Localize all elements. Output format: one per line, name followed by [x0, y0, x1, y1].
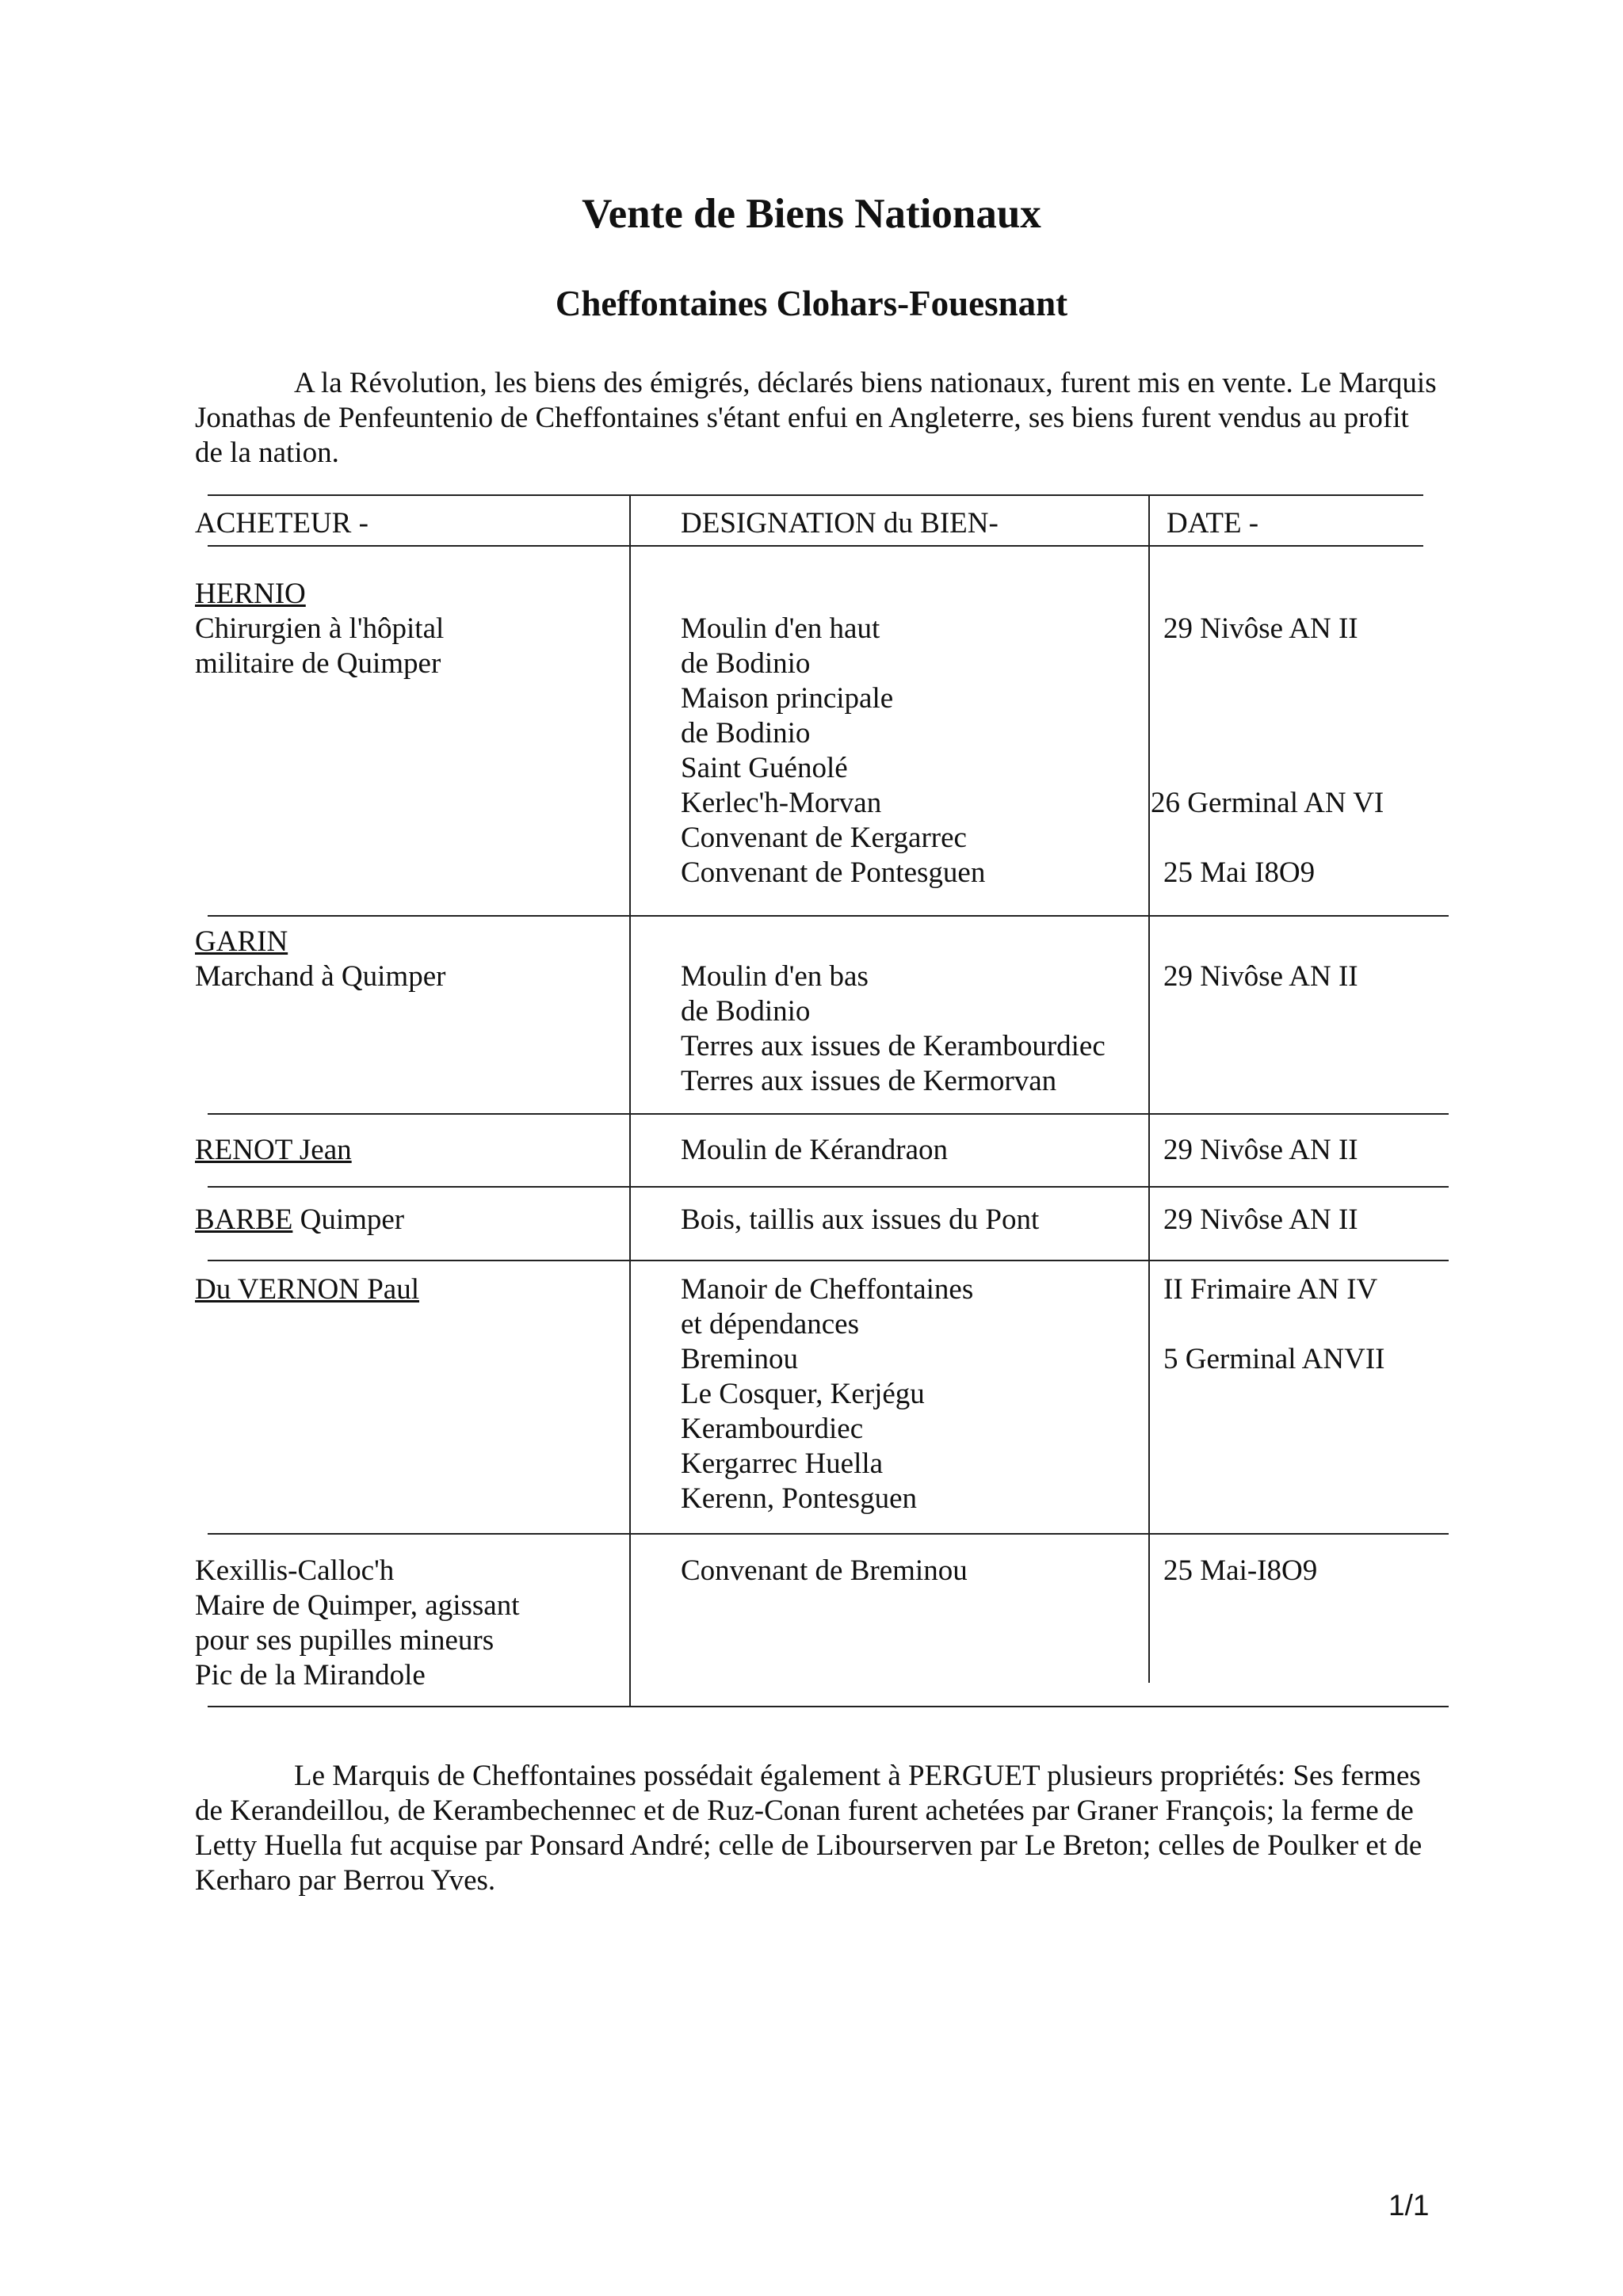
designation-line: Kerlec'h-Morvan [681, 787, 882, 819]
designation-line: Terres aux issues de Kermorvan [681, 1065, 1057, 1097]
designation-line: Kerambourdiec [681, 1413, 864, 1445]
designation-line: Moulin d'en bas [681, 960, 869, 993]
column-divider [1148, 494, 1150, 1683]
designation-line: Moulin de Kérandraon [681, 1134, 949, 1166]
table-bottom-rule [208, 1706, 1449, 1707]
buyer-detail: Chirurgien à l'hôpital [195, 612, 445, 645]
date-cell: 5 Germinal ANVII [1163, 1343, 1385, 1375]
designation-cell [681, 959, 1106, 1099]
designation-line: Le Cosquer, Kerjégu [681, 1378, 925, 1410]
designation-line: Terres aux issues de Kerambourdiec [681, 1030, 1106, 1062]
date-cell: 25 Mai I8O9 [1163, 856, 1316, 889]
header-bottom-rule [208, 545, 1423, 547]
buyer-name: BARBE [195, 1203, 293, 1236]
table-row [195, 1203, 404, 1238]
row-divider [208, 1260, 1449, 1261]
date-cell: 26 Germinal AN VI [1151, 787, 1384, 819]
designation-line: de Bodinio [681, 995, 811, 1028]
date-cell: 29 Nivôse AN II [1163, 1134, 1358, 1166]
designation-line: Saint Guénolé [681, 752, 848, 784]
table-row [195, 925, 445, 994]
designation-line: et dépendances [681, 1308, 859, 1341]
row-divider [208, 1186, 1449, 1188]
date-cell: 29 Nivôse AN II [1163, 960, 1358, 993]
buyer-name: Du VERNON Paul [195, 1273, 419, 1306]
buyer-detail: Marchand à Quimper [195, 960, 446, 993]
row-divider [208, 1533, 1449, 1535]
designation-line: Breminou [681, 1343, 798, 1375]
table-row [195, 577, 444, 681]
buyer-detail: Pic de la Mirandole [195, 1659, 426, 1691]
page-number: 1/1 [1388, 2189, 1430, 2222]
buyer-name: RENOT Jean [195, 1134, 352, 1166]
designation-line: Bois, taillis aux issues du Pont [681, 1203, 1040, 1236]
header-acheteur: ACHETEUR - [195, 507, 369, 540]
header-designation: DESIGNATION du BIEN- [681, 507, 999, 540]
designation-line: Convenant de Breminou [681, 1554, 968, 1587]
designation-line: de Bodinio [681, 647, 811, 680]
buyer-detail: Quimper [292, 1203, 405, 1236]
designation-line: Convenant de Kergarrec [681, 822, 967, 854]
table-row [195, 1554, 520, 1693]
table-top-rule [208, 494, 1423, 496]
date-cell: 29 Nivôse AN II [1163, 1203, 1358, 1236]
intro-paragraph: A la Révolution, les biens des émigrés, déclarés biens nationaux, furent mis en vente. Le Marquis Jonathas de Penfeuntenio de Cheffontaines s'étant enfui en Angleterre, ses biens furent vendus au profit de la nation. [195, 367, 1437, 469]
row-divider [208, 915, 1449, 917]
designation-line: Convenant de Pontesguen [681, 856, 986, 889]
date-cell: 25 Mai-I8O9 [1163, 1554, 1318, 1587]
row-divider [208, 1113, 1449, 1115]
document-title: Vente de Biens Nationaux [582, 191, 1041, 237]
buyer-detail: militaire de Quimper [195, 647, 441, 680]
document-subtitle: Cheffontaines Clohars-Fouesnant [555, 284, 1068, 323]
header-date: DATE - [1167, 507, 1259, 540]
buyer-detail: Kexillis-Calloc'h [195, 1554, 395, 1587]
buyer-name: HERNIO [195, 578, 306, 610]
designation-line: de Bodinio [681, 717, 811, 749]
date-cell: II Frimaire AN IV [1163, 1273, 1378, 1306]
designation-line: Moulin d'en haut [681, 612, 880, 645]
closing-paragraph: Le Marquis de Cheffontaines possédait également à PERGUET plusieurs propriétés: Ses fermes de Kerandeillou, de Kerambechennec et de Ruz-Conan furent achetées par Graner François; la ferme de Letty Huella fut acquise par Ponsard André; celle de Libourserven par Le Breton; celles de Poulker et de Kerharo par Berrou Yves. [195, 1760, 1423, 1897]
date-cell: 29 Nivôse AN II [1163, 612, 1358, 645]
designation-cell [681, 612, 985, 891]
designation-line: Maison principale [681, 682, 894, 715]
designation-line: Kerenn, Pontesguen [681, 1482, 917, 1515]
designation-line: Manoir de Cheffontaines [681, 1273, 974, 1306]
buyer-name: GARIN [195, 925, 288, 958]
designation-line: Kergarrec Huella [681, 1447, 884, 1480]
column-divider [629, 494, 631, 1706]
buyer-detail: Maire de Quimper, agissant [195, 1589, 520, 1622]
buyer-detail: pour ses pupilles mineurs [195, 1624, 495, 1657]
designation-cell [681, 1272, 973, 1516]
